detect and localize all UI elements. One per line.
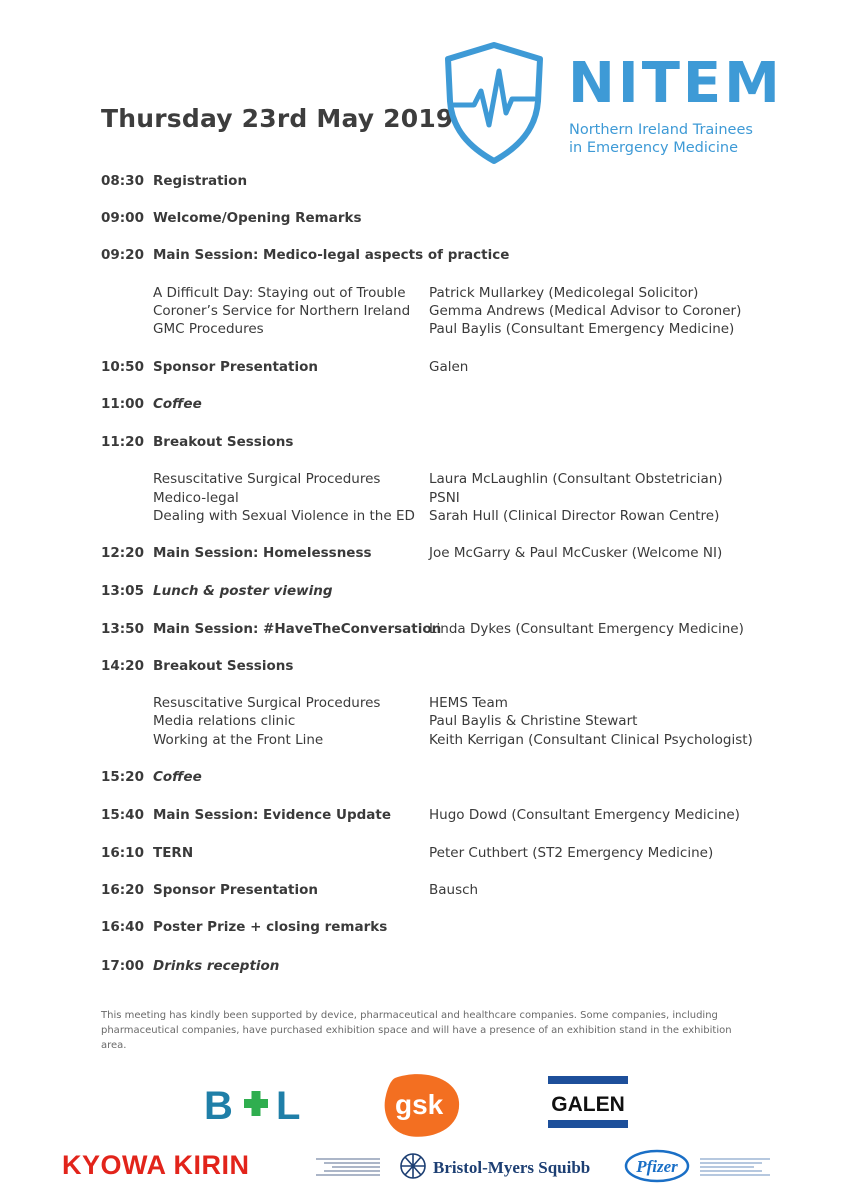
agenda-title: TERN xyxy=(153,845,194,861)
bms-logo xyxy=(399,1151,609,1181)
agenda-title: Sponsor Presentation xyxy=(153,882,318,898)
agenda-subitem-speaker: Paul Baylis (Consultant Emergency Medicine) xyxy=(429,321,735,337)
agenda-time: 13:05 xyxy=(101,583,144,599)
agenda-subitem-title: Coroner’s Service for Northern Ireland xyxy=(153,303,411,319)
svg-text:gsk: gsk xyxy=(395,1089,444,1120)
logo-name: NITEM xyxy=(568,51,783,116)
agenda-subitem-title: Media relations clinic xyxy=(153,713,296,729)
agenda-subitem-speaker: Paul Baylis & Christine Stewart xyxy=(429,713,638,729)
agenda-title: Poster Prize + closing remarks xyxy=(153,919,388,935)
agenda-title: Welcome/Opening Remarks xyxy=(153,210,362,226)
agenda-subitem-speaker: PSNI xyxy=(429,490,460,506)
svg-text:Pfizer: Pfizer xyxy=(636,1157,678,1176)
nitem-shield-icon xyxy=(444,41,544,165)
agenda-speaker: Linda Dykes (Consultant Emergency Medicine) xyxy=(429,621,744,637)
svg-text:Bristol-Myers Squibb: Bristol-Myers Squibb xyxy=(433,1158,591,1177)
gsk-logo-mark xyxy=(383,1070,463,1140)
agenda-time: 16:20 xyxy=(101,882,144,898)
agenda-subitem-title: GMC Procedures xyxy=(153,321,264,337)
bms-logo-mark xyxy=(399,1151,609,1181)
agenda-subitem-title: Resuscitative Surgical Procedures xyxy=(153,471,381,487)
logo-subtitle xyxy=(569,121,753,157)
logo-subtitle-line1: Northern Ireland Trainees xyxy=(569,122,753,138)
agenda-subitem-speaker: Sarah Hull (Clinical Director Rowan Centre) xyxy=(429,508,720,524)
agenda-title: Breakout Sessions xyxy=(153,434,294,450)
agenda-subitem-title: Medico-legal xyxy=(153,490,239,506)
agenda-time: 14:20 xyxy=(101,658,144,674)
agenda-speaker: Peter Cuthbert (ST2 Emergency Medicine) xyxy=(429,845,714,861)
pfizer-logo xyxy=(624,1149,690,1183)
agenda-time: 11:00 xyxy=(101,396,144,412)
agenda-subitem-title: A Difficult Day: Staying out of Trouble xyxy=(153,285,406,301)
agenda-time: 09:00 xyxy=(101,210,144,226)
pfizer-logo-mark xyxy=(624,1149,690,1183)
bl-logo xyxy=(204,1082,310,1126)
logo-subtitle-line2: in Emergency Medicine xyxy=(569,140,738,156)
agenda-title: Coffee xyxy=(153,769,202,785)
agenda-title: Breakout Sessions xyxy=(153,658,294,674)
agenda-time: 16:40 xyxy=(101,919,144,935)
agenda-subitem-title: Resuscitative Surgical Procedures xyxy=(153,695,381,711)
page-title: Thursday 23rd May 2019 xyxy=(101,104,454,133)
agenda-subitem-speaker: HEMS Team xyxy=(429,695,508,711)
agenda-speaker: Galen xyxy=(429,359,469,375)
agenda-time: 17:00 xyxy=(101,958,144,974)
agenda-time: 08:30 xyxy=(101,173,144,189)
sponsor-disclaimer: This meeting has kindly been supported by device, pharmaceutical and healthcare companies. Some companies, including pharmaceutical companies, have purchased exhibition space and will have a presence of an exhibition stand in the exhibition area. xyxy=(101,1010,732,1051)
kyowa-kirin-logo xyxy=(62,1146,272,1182)
agenda-subitem-speaker: Gemma Andrews (Medical Advisor to Coroner) xyxy=(429,303,742,319)
agenda-subitem-title: Dealing with Sexual Violence in the ED xyxy=(153,508,415,524)
agenda-time: 11:20 xyxy=(101,434,144,450)
gsk-logo xyxy=(383,1070,463,1140)
galen-logo-mark xyxy=(548,1076,628,1128)
agenda-speaker: Joe McGarry & Paul McCusker (Welcome NI) xyxy=(429,545,723,561)
agenda-speaker: Hugo Dowd (Consultant Emergency Medicine) xyxy=(429,807,740,823)
pfizer-stripes-right xyxy=(700,1156,770,1176)
agenda-title: Main Session: Homelessness xyxy=(153,545,372,561)
svg-text:B: B xyxy=(204,1084,233,1126)
agenda-title: Main Session: Evidence Update xyxy=(153,807,391,823)
agenda-time: 13:50 xyxy=(101,621,144,637)
agenda-subitem-speaker: Patrick Mullarkey (Medicolegal Solicitor) xyxy=(429,285,699,301)
pfizer-stripes-right-mark xyxy=(700,1156,770,1176)
agenda-title: Sponsor Presentation xyxy=(153,359,318,375)
bl-logo-mark xyxy=(204,1082,310,1126)
bms-stripes-left xyxy=(316,1156,380,1176)
agenda-title: Lunch & poster viewing xyxy=(153,583,333,599)
agenda-subitem-title: Working at the Front Line xyxy=(153,732,324,748)
agenda-title: Registration xyxy=(153,173,248,189)
galen-logo xyxy=(548,1076,628,1128)
agenda-time: 16:10 xyxy=(101,845,144,861)
svg-text:KYOWA KIRIN: KYOWA KIRIN xyxy=(62,1150,250,1180)
agenda-subitem-speaker: Keith Kerrigan (Consultant Clinical Psychologist) xyxy=(429,732,753,748)
agenda-subitem-speaker: Laura McLaughlin (Consultant Obstetrician) xyxy=(429,471,723,487)
agenda-title: Main Session: Medico-legal aspects of practice xyxy=(153,247,510,263)
agenda-title: Coffee xyxy=(153,396,202,412)
svg-text:GALEN: GALEN xyxy=(551,1093,625,1116)
agenda-time: 12:20 xyxy=(101,545,144,561)
agenda-time: 15:20 xyxy=(101,769,144,785)
agenda-time: 09:20 xyxy=(101,247,144,263)
agenda-speaker: Bausch xyxy=(429,882,479,898)
agenda-time: 15:40 xyxy=(101,807,144,823)
kyowa-kirin-logo-mark xyxy=(62,1146,272,1182)
agenda-title: Main Session: #HaveTheConversation xyxy=(153,621,442,637)
svg-text:L: L xyxy=(276,1084,301,1126)
bms-stripes-left-mark xyxy=(316,1156,380,1176)
agenda-title: Drinks reception xyxy=(153,958,280,974)
agenda-time: 10:50 xyxy=(101,359,144,375)
